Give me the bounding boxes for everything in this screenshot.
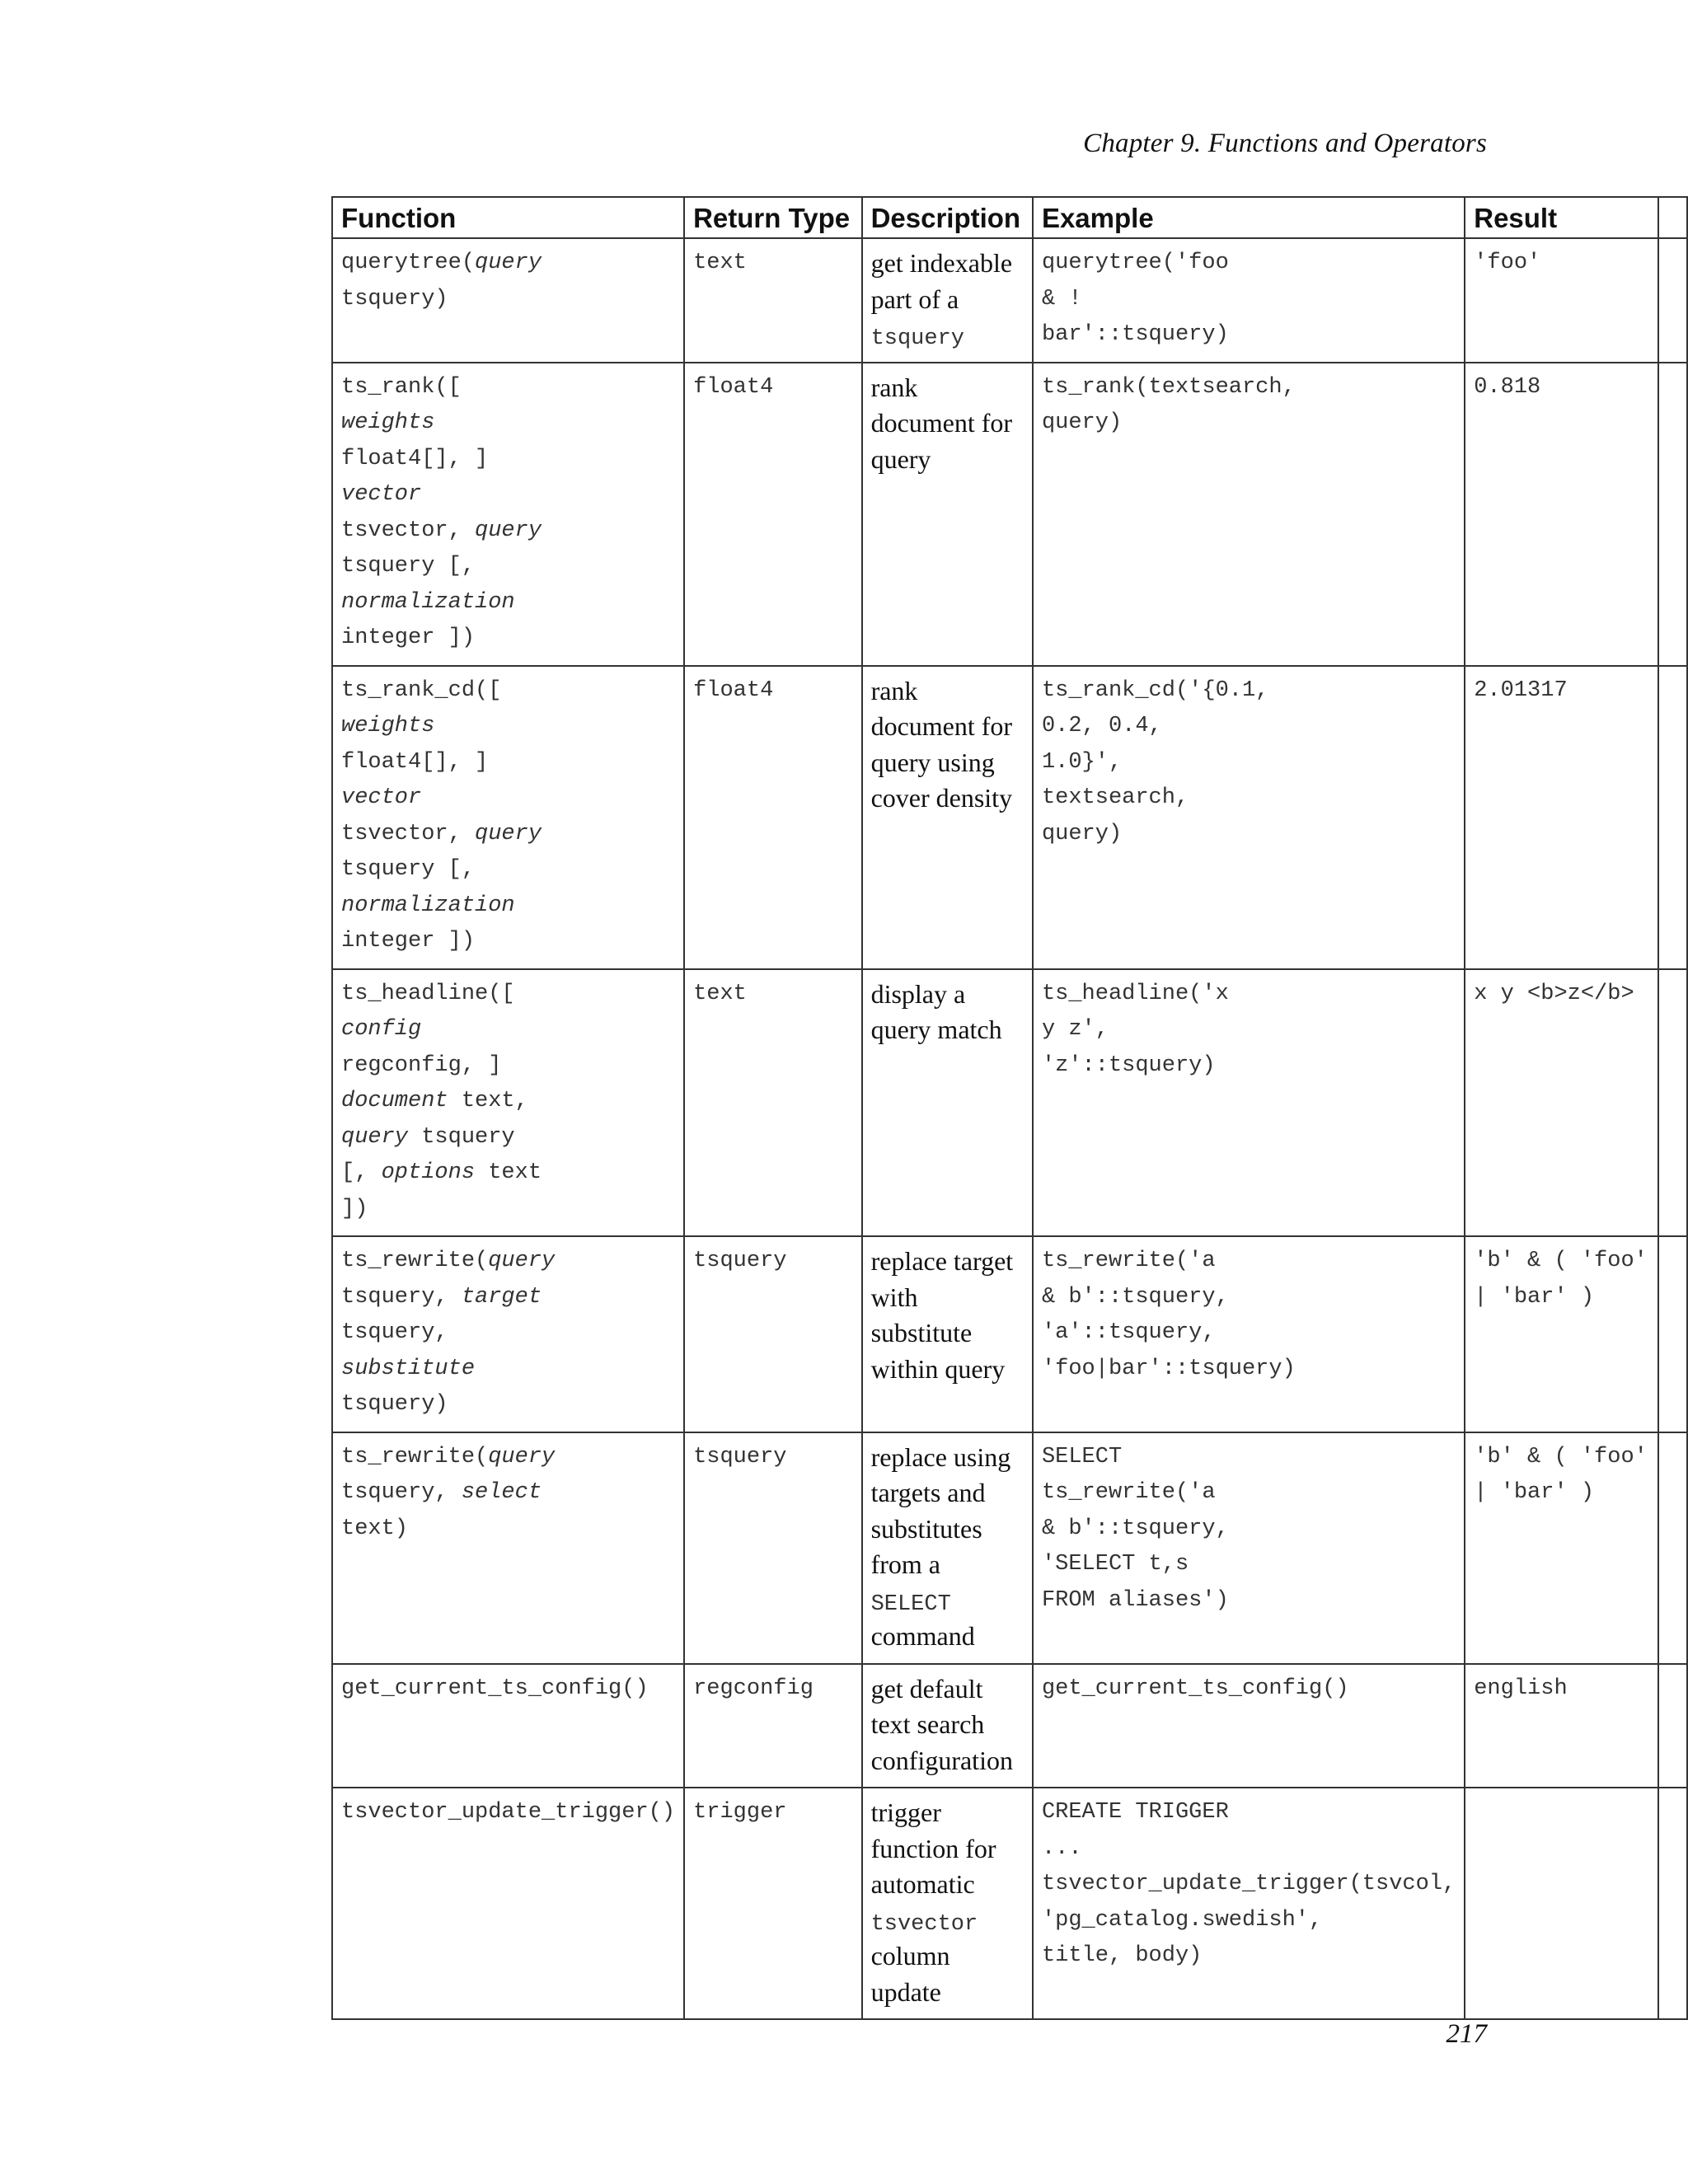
- cell-return-type: trigger: [684, 1788, 861, 2019]
- cell-result: 'b' & ( 'foo' | 'bar' ): [1465, 1432, 1658, 1664]
- cell-extra: [1658, 1236, 1687, 1432]
- table-row: [332, 1788, 1687, 2019]
- running-header: Chapter 9. Functions and Operators: [1083, 129, 1487, 158]
- cell-result: english: [1465, 1664, 1658, 1788]
- cell-function: ts_rank([ weights float4[], ] vector tsvector, query tsquery [, normalization integer ]): [332, 363, 684, 666]
- cell-description: rank document for query using cover density: [862, 666, 1033, 969]
- column-header-result: Result: [1465, 197, 1658, 238]
- cell-return-type: float4: [684, 363, 861, 666]
- cell-result: 'b' & ( 'foo' | 'bar' ): [1465, 1236, 1658, 1432]
- cell-return-type: regconfig: [684, 1664, 861, 1788]
- table-body: [332, 238, 1687, 2019]
- table-row: [332, 1432, 1687, 1664]
- column-header-function: Function: [332, 197, 684, 238]
- column-header-description: Description: [862, 197, 1033, 238]
- table-row: [332, 1664, 1687, 1788]
- page-number: 217: [1446, 2019, 1487, 2049]
- cell-extra: [1658, 238, 1687, 363]
- cell-return-type: text: [684, 969, 861, 1237]
- functions-table: [331, 196, 1688, 2020]
- cell-function: querytree(query tsquery): [332, 238, 684, 363]
- table-row: [332, 238, 1687, 363]
- cell-result: 2.01317: [1465, 666, 1658, 969]
- cell-example: ts_rank_cd('{0.1, 0.2, 0.4, 1.0}', textsearch, query): [1033, 666, 1465, 969]
- cell-extra: [1658, 1432, 1687, 1664]
- cell-description: get indexable part of a tsquery: [862, 238, 1033, 363]
- cell-function: ts_rank_cd([ weights float4[], ] vector tsvector, query tsquery [, normalization integer ]): [332, 666, 684, 969]
- cell-function: get_current_ts_config(): [332, 1664, 684, 1788]
- cell-description: replace using targets and substitutes from a SELECT command: [862, 1432, 1033, 1664]
- table-header-row: [332, 197, 1687, 238]
- cell-return-type: text: [684, 238, 861, 363]
- cell-function: ts_rewrite(query tsquery, target tsquery, substitute tsquery): [332, 1236, 684, 1432]
- cell-extra: [1658, 1664, 1687, 1788]
- cell-description: replace target with substitute within query: [862, 1236, 1033, 1432]
- cell-example: ts_rewrite('a & b'::tsquery, 'a'::tsquery, 'foo|bar'::tsquery): [1033, 1236, 1465, 1432]
- cell-result: [1465, 1788, 1658, 2019]
- column-header-extra: [1658, 197, 1687, 238]
- column-header-example: Example: [1033, 197, 1465, 238]
- cell-example: CREATE TRIGGER ... tsvector_update_trigger(tsvcol, 'pg_catalog.swedish', title, body): [1033, 1788, 1465, 2019]
- cell-description: rank document for query: [862, 363, 1033, 666]
- cell-example: querytree('foo & ! bar'::tsquery): [1033, 238, 1465, 363]
- cell-example: SELECT ts_rewrite('a & b'::tsquery, 'SELECT t,s FROM aliases'): [1033, 1432, 1465, 1664]
- cell-result: 'foo': [1465, 238, 1658, 363]
- cell-description: get default text search configuration: [862, 1664, 1033, 1788]
- cell-example: ts_rank(textsearch, query): [1033, 363, 1465, 666]
- cell-example: get_current_ts_config(): [1033, 1664, 1465, 1788]
- cell-result: x y <b>z</b>: [1465, 969, 1658, 1237]
- column-header-return-type: Return Type: [684, 197, 861, 238]
- cell-return-type: tsquery: [684, 1432, 861, 1664]
- cell-example: ts_headline('x y z', 'z'::tsquery): [1033, 969, 1465, 1237]
- cell-return-type: tsquery: [684, 1236, 861, 1432]
- cell-extra: [1658, 969, 1687, 1237]
- table-row: [332, 1236, 1687, 1432]
- cell-function: tsvector_update_trigger(): [332, 1788, 684, 2019]
- cell-extra: [1658, 363, 1687, 666]
- cell-result: 0.818: [1465, 363, 1658, 666]
- table-row: [332, 363, 1687, 666]
- cell-function: ts_headline([ config regconfig, ] document text, query tsquery [, options text ]): [332, 969, 684, 1237]
- cell-function: ts_rewrite(query tsquery, select text): [332, 1432, 684, 1664]
- cell-description: trigger function for automatic tsvector column update: [862, 1788, 1033, 2019]
- cell-extra: [1658, 666, 1687, 969]
- cell-description: display a query match: [862, 969, 1033, 1237]
- cell-extra: [1658, 1788, 1687, 2019]
- cell-return-type: float4: [684, 666, 861, 969]
- table-row: [332, 666, 1687, 969]
- table-row: [332, 969, 1687, 1237]
